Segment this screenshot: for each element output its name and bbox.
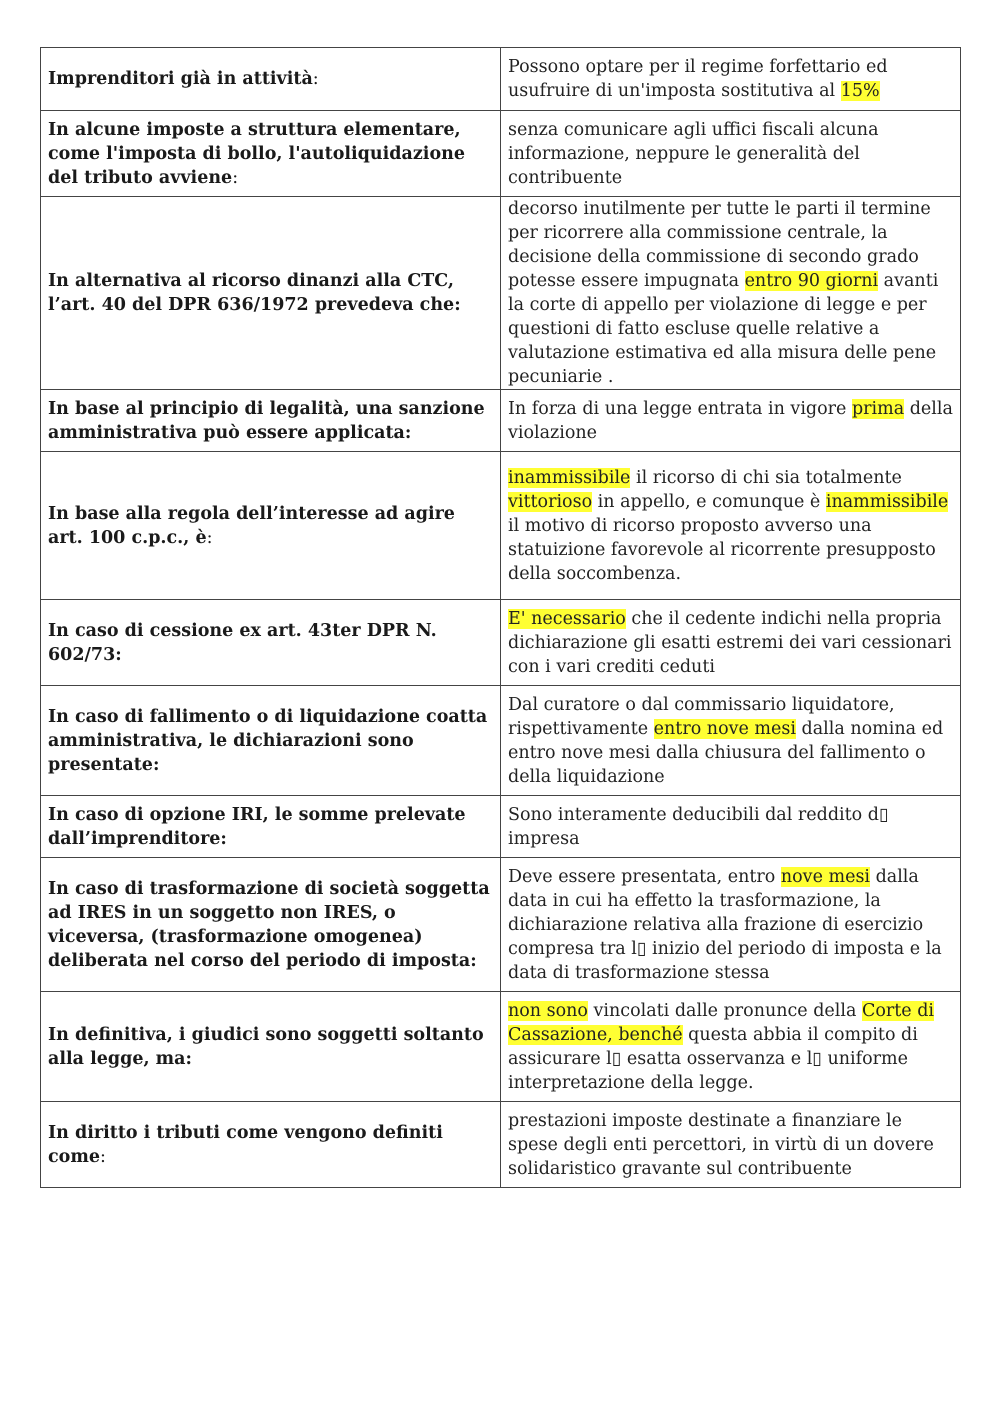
question-cell <box>41 858 501 992</box>
table-row <box>41 111 961 197</box>
highlighted-text: nove mesi <box>780 866 871 887</box>
answer-text: senza comunicare agli uffici fiscali alcuna informazione, neppure le generalità del contribuente <box>508 119 879 188</box>
highlighted-text: 15% <box>840 81 880 101</box>
table-row <box>41 390 961 452</box>
answer-text: Possono optare per il regime forfettario ed usufruire di un'imposta sostitutiva al <box>508 57 888 101</box>
question-text: In diritto i tributi come vengono definiti come <box>48 1122 443 1167</box>
highlighted-text: inammissibile <box>825 491 949 512</box>
highlighted-text: Corte di Cassazione, benché <box>508 1000 935 1045</box>
answer-cell <box>501 111 961 197</box>
question-cell <box>41 600 501 686</box>
answer-cell <box>501 197 961 390</box>
question-cell <box>41 992 501 1102</box>
answer-cell <box>501 796 961 858</box>
answer-text: Dal curatore o dal commissario liquidatore, rispettivamente <box>508 694 895 739</box>
answer-cell <box>501 992 961 1102</box>
question-text: In definitiva, i giudici sono soggetti soltanto alla legge, ma: <box>48 1024 484 1069</box>
answer-text: dalla data in cui ha effetto la trasformazione, la dichiarazione relativa alla frazione di esercizio compresa tra l▯ inizio del periodo di imposta e la data di trasformazione stessa <box>508 866 942 983</box>
table-row <box>41 796 961 858</box>
question-text: In alternativa al ricorso dinanzi alla CTC, l’art. 40 del DPR 636/1972 prevedeva che: <box>48 271 461 315</box>
question-cell <box>41 686 501 796</box>
answer-text: il ricorso di chi sia totalmente <box>630 467 902 488</box>
answer-text: Sono interamente deducibili dal reddito d▯ impresa <box>508 804 889 849</box>
table-row <box>41 600 961 686</box>
answer-text: In forza di una legge entrata in vigore <box>508 398 852 419</box>
answer-cell <box>501 858 961 992</box>
question-cell <box>41 197 501 390</box>
answer-text: il motivo di ricorso proposto avverso una statuizione favorevole al ricorrente presupposto della soccombenza. <box>508 515 936 584</box>
answer-text: decorso inutilmente per tutte le parti il termine per ricorrere alla commissione centrale, la decisione della commissione di secondo grado potesse essere impugnata <box>508 199 931 291</box>
answer-cell <box>501 686 961 796</box>
answer-text: in appello, e comunque è <box>592 491 826 512</box>
highlighted-text: entro 90 giorni <box>744 271 879 291</box>
answer-text: avanti la corte di appello per violazione di legge e per questioni di fatto escluse quelle relative a valutazione estimativa ed alla misura delle pene pecuniarie . <box>508 271 939 387</box>
qa-table <box>40 47 961 1188</box>
question-text: In caso di fallimento o di liquidazione coatta amministrativa, le dichiarazioni sono presentate: <box>48 706 488 775</box>
question-cell <box>41 111 501 197</box>
table-row <box>41 686 961 796</box>
question-cell <box>41 452 501 600</box>
question-cell <box>41 1102 501 1188</box>
highlighted-text: non sono <box>508 1000 588 1021</box>
question-cell <box>41 796 501 858</box>
question-text: In base al principio di legalità, una sanzione amministrativa può essere applicata: <box>48 398 485 443</box>
question-text: In alcune imposte a struttura elementare, come l'imposta di bollo, l'autoliquidazione del tributo avviene <box>48 119 465 188</box>
table-row <box>41 48 961 111</box>
question-colon: : <box>232 167 239 188</box>
table-row <box>41 858 961 992</box>
highlighted-text: E' necessario <box>508 608 626 629</box>
table-row <box>41 197 961 390</box>
question-text: Imprenditori già in attività <box>48 69 313 89</box>
answer-text: Deve essere presentata, entro <box>508 866 781 887</box>
answer-cell <box>501 48 961 111</box>
answer-text: prestazioni imposte destinate a finanziare le spese degli enti percettori, in virtù di un dovere solidaristico gravante sul contribuente <box>508 1110 934 1179</box>
answer-text: che il cedente indichi nella propria dichiarazione gli esatti estremi dei vari cessionari con i vari crediti ceduti <box>508 608 952 677</box>
qa-table-body <box>41 48 961 1188</box>
answer-text: dalla nomina ed entro nove mesi dalla chiusura del fallimento o della liquidazione <box>508 718 944 787</box>
question-cell <box>41 48 501 111</box>
highlighted-text: vittorioso <box>508 491 593 512</box>
question-text: In caso di opzione IRI, le somme prelevate dall’imprenditore: <box>48 804 466 849</box>
table-row <box>41 452 961 600</box>
table-row <box>41 992 961 1102</box>
answer-cell <box>501 390 961 452</box>
answer-text: questa abbia il compito di assicurare l▯ esatta osservanza e l▯ uniforme interpretazione della legge. <box>508 1024 918 1093</box>
answer-text: della violazione <box>508 398 953 443</box>
question-colon: : <box>99 1146 106 1167</box>
question-cell <box>41 390 501 452</box>
answer-cell <box>501 452 961 600</box>
answer-text: vincolati dalle pronunce della <box>587 1000 862 1021</box>
question-text: In caso di trasformazione di società soggetta ad IRES in un soggetto non IRES, o viceversa, (trasformazione omogenea) deliberata nel corso del periodo di imposta: <box>48 878 490 971</box>
question-text: In caso di cessione ex art. 43ter DPR N. 602/73: <box>48 620 437 665</box>
question-colon: : <box>312 69 319 89</box>
question-text: In base alla regola dell’interesse ad agire art. 100 c.p.c., è <box>48 503 455 548</box>
answer-cell <box>501 1102 961 1188</box>
table-row <box>41 1102 961 1188</box>
highlighted-text: prima <box>851 398 905 419</box>
highlighted-text: inammissibile <box>508 467 631 488</box>
highlighted-text: entro nove mesi <box>653 718 796 739</box>
answer-cell <box>501 600 961 686</box>
question-colon: : <box>206 527 213 548</box>
